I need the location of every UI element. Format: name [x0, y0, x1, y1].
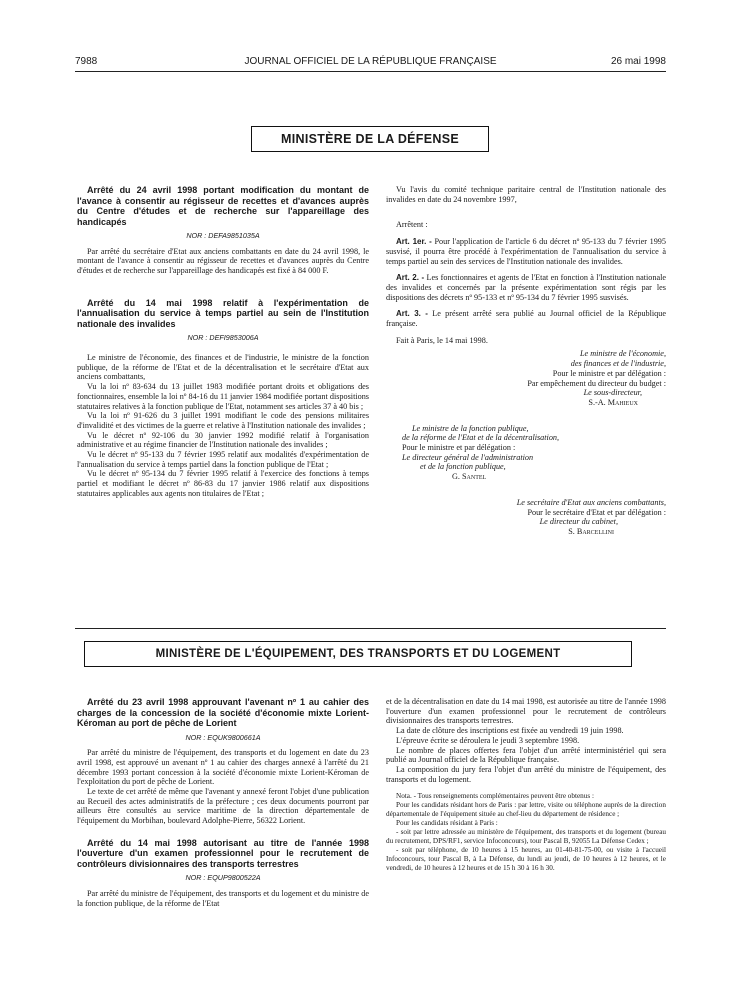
paragraph: Vu la loi nº 83-634 du 13 juillet 1983 modifiée portant droits et obligations des fonctionnaires, ensemble la loi nº 84-16 du 11 janvier 1984 modifiée portant dispositions statutaires relatives à la fonction publique de l'Etat, notamment ses articles 37 à 40 bis ; [77, 382, 369, 411]
nor-reference: NOR : EQUK9800661A [185, 732, 261, 742]
article-1: Art. 1er. - Pour l'application de l'article 6 du décret nº 95-133 du 7 février 1995 susvisé, il pourra être procédé à l'expérimentation de l'annualisation du service à temps partiel au sein des services de l'Institution nationale des invalides. [386, 237, 666, 266]
paragraph: Vu le décret nº 92-106 du 30 janvier 1992 modifié relatif à l'organisation administrative et au régime financier de l'Institution nationale des invalides ; [77, 430, 369, 450]
paragraph: Vu le décret nº 95-134 du 7 février 1995 relatif à l'exercice des fonctions à temps partiel et modifiant le décret nº 86-83 du 17 janvier 1986 relatif aux dispositions statutaires applicables aux agents non titulaires de l'Etat ; [77, 469, 369, 498]
arrete-body: Par arrêté du secrétaire d'Etat aux anciens combattants en date du 24 avril 1998, le montant de l'avance à consentir au régisseur de recettes et d'avances auprès du Centre d'études et de recherche sur l'appareillage des handicapés est fixé à 84 000 F. [77, 246, 369, 276]
nor-reference: NOR : DEFA9851035A [186, 231, 260, 240]
ministry-title-defense: MINISTÈRE DE LA DÉFENSE [251, 126, 489, 152]
signature-block: Le ministre de l'économie, des finances et de l'industrie, Pour le ministre et par délégation : Par empêchement du directeur du budget : Le sous-directeur, S.-A. Mahieux [527, 349, 666, 407]
note-paragraph: - soit par lettre adressée au ministère de l'équipement, des transports et du logement (bureau du recrutement, DPS/RF1, service Infoconcours), tour Pascal B, 92055 La Défense Cedex ; [386, 828, 666, 846]
section-rule [75, 628, 666, 629]
arrete-title: Arrêté du 24 avril 1998 portant modification du montant de l'avance à consentir au régisseur de recettes et d'avances auprès du Centre d'études et de recherche sur l'appareillage des handicapés [77, 185, 369, 227]
nota: Nota. - Tous renseignements complémentaires peuvent être obtenus : [396, 792, 594, 801]
arrete-title: Arrêté du 14 mai 1998 relatif à l'expérimentation de l'annualisation du service à temps partiel au sein de l'Institution nationale des invalides [77, 297, 369, 329]
paragraph: Vu la loi nº 91-626 du 3 juillet 1991 modifiant le code des pensions militaires d'invalidité et des victimes de la guerre et relative à l'Institution nationale des invalides ; [77, 411, 369, 430]
defense-right-column [386, 185, 666, 537]
paragraph: Vu le décret nº 95-133 du 7 février 1995 relatif aux modalités d'expérimentation de l'annualisation du service à temps partiel dans la fonction publique de l'Etat ; [77, 450, 369, 469]
paragraph: Le nombre de places offertes fera l'objet d'un arrêté interministériel qui sera publié au Journal officiel de la République française. [386, 745, 666, 765]
article-2: Art. 2. - Les fonctionnaires et agents de l'Etat en fonction à l'Institution nationale des invalides et concernés par la présente expérimentation sont régis par les dispositions des décrets nº 95-133 et nº 95-134 du 7 février 1995 susvisés. [386, 273, 667, 302]
issue-date: 26 mai 1998 [610, 56, 666, 67]
paragraph: Par arrêté du ministre de l'équipement, des transports et du logement et du ministre de la fonction publique, de la réforme de l'Etat [77, 889, 369, 908]
fait-a-paris: Fait à Paris, le 14 mai 1998. [396, 335, 488, 345]
journal-title: JOURNAL OFFICIEL DE LA RÉPUBLIQUE FRANÇAISE [244, 56, 497, 67]
paragraph: La composition du jury fera l'objet d'un arrêté du ministre de l'équipement, des transports et du logement. [386, 764, 666, 784]
paragraph: et de la décentralisation en date du 14 mai 1998, est autorisée au titre de l'année 1998 l'ouverture d'un examen professionnel pour le recrutement de contrôleurs divisionnaires des transports terrestres. [386, 697, 666, 726]
paragraph: Le texte de cet arrêté de même que l'avenant y annexé feront l'objet d'une publication au Recueil des actes administratifs de la préfecture ; ces deux documents pourront par ailleurs être consultés au service maritime de la direction départementale de l'équipement du Morbihan, boulevard Adolphe-Pierre, 56322 Lorient. [77, 787, 369, 826]
note-paragraph: Pour les candidats résidant à Paris : [396, 819, 498, 828]
signature-block: Le secrétaire d'Etat aux anciens combattants, Pour le secrétaire d'Etat et par délégation : Le directeur du cabinet, S. Barcellini [516, 497, 666, 536]
signature-block: Le ministre de la fonction publique, de la réforme de l'Etat et de la décentralisation, Pour le ministre et par délégation : Le directeur général de l'administration et de la fonction publique, G. Santel [402, 423, 560, 482]
arrete-title: Arrêté du 14 mai 1998 autorisant au titre de l'année 1998 l'ouverture d'un examen professionnel pour le recrutement de contrôleurs divisionnaires des transports terrestres [77, 837, 369, 869]
equipement-left-column [77, 697, 369, 908]
paragraph: L'épreuve écrite se déroulera le jeudi 3 septembre 1998. [396, 735, 580, 745]
nor-reference: NOR : DEFI9853006A [187, 333, 259, 343]
article-3: Art. 3. - Le présent arrêté sera publié au Journal officiel de la République française. [386, 309, 667, 329]
defense-left-column [77, 185, 369, 499]
note-paragraph: - soit par téléphone, de 10 heures à 15 heures, au 01-40-81-75-00, ou visite à l'accueil Infoconcours, tour Pascal B, à La Défense, du lundi au jeudi, de 10 heures à 12 heures, et le vendredi, de 10 heures à 12 heures et de 15 h 30 à 16 h 30. [386, 846, 666, 873]
note-paragraph: Pour les candidats résidant hors de Paris : par lettre, visite ou téléphone auprès de la direction départementale de l'équipement située au chef-lieu du département de résidence ; [386, 801, 666, 819]
ministry-title-equipement: MINISTÈRE DE L'ÉQUIPEMENT, DES TRANSPORTS ET DU LOGEMENT [84, 641, 632, 667]
page-header [75, 56, 666, 70]
paragraph: Par arrêté du ministre de l'équipement, des transports et du logement en date du 23 avril 1998, est approuvé un avenant nº 1 au cahier des charges annexé à l'arrêté du 21 décembre 1993 portant concession à la société d'économie mixte Lorient-Kéroman de l'exploitation du port de pêche de Lorient. [77, 748, 369, 787]
arretent: Arrêtent : [396, 220, 428, 230]
header-rule [75, 71, 666, 72]
nor-reference: NOR : EQUP9800522A [185, 873, 261, 883]
paragraph: La date de clôture des inscriptions est fixée au vendredi 19 juin 1998. [396, 726, 624, 736]
paragraph: Vu l'avis du comité technique paritaire central de l'Institution nationale des invalides en date du 24 novembre 1997, [386, 185, 666, 204]
page-number: 7988 [75, 56, 98, 67]
arrete-title: Arrêté du 23 avril 1998 approuvant l'avenant nº 1 au cahier des charges de la concession de la société d'économie mixte Lorient-Kéroman au port de pêche de Lorient [77, 697, 369, 728]
equipement-right-column [386, 697, 666, 873]
paragraph: Le ministre de l'économie, des finances et de l'industrie, le ministre de la fonction publique, de la réforme de l'Etat et de la décentralisation et le secrétaire d'Etat aux anciens combattants, [77, 353, 369, 382]
